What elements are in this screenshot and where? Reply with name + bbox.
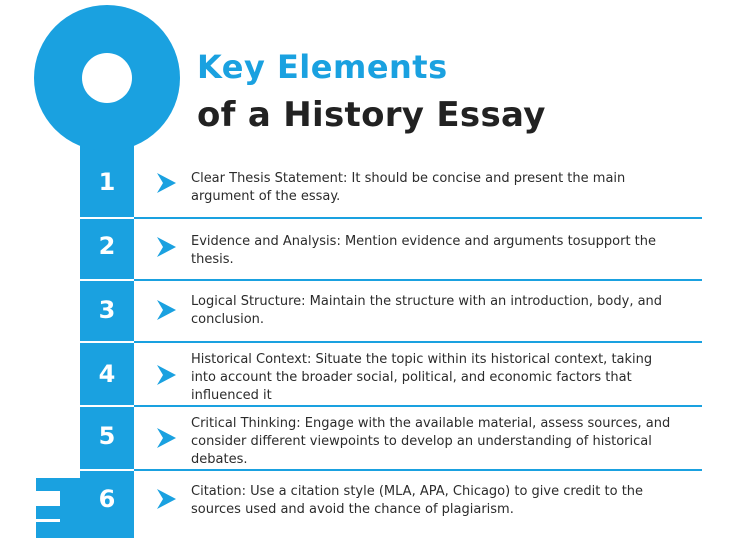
item-number: 1 xyxy=(98,168,116,196)
chevron-right-icon xyxy=(155,172,177,194)
key-bit xyxy=(36,478,80,538)
item-text: Clear Thesis Statement: It should be concise and present the main argument of the essay. xyxy=(191,171,626,204)
item-divider xyxy=(134,341,702,343)
item-text: Evidence and Analysis: Mention evidence and arguments tosupport the thesis. xyxy=(191,234,657,267)
item-text: Citation: Use a citation style (MLA, APA, Chicago) to give credit to the sources used and avoid the chance of plagiarism. xyxy=(191,484,644,517)
item-text: Critical Thinking: Engage with the available material, assess sources, and consider different viewpoints to develop an understanding of historical debates. xyxy=(191,416,671,467)
item-text: Logical Structure: Maintain the structure with an introduction, body, and conclusion. xyxy=(191,294,663,327)
title-key-elements: Key Elements xyxy=(197,48,448,86)
item-divider xyxy=(134,217,702,219)
item-divider xyxy=(134,279,702,281)
item-number: 4 xyxy=(98,360,116,388)
chevron-right-icon xyxy=(155,299,177,321)
chevron-right-icon xyxy=(155,364,177,386)
item-divider xyxy=(134,469,702,471)
chevron-right-icon xyxy=(155,427,177,449)
item-number: 5 xyxy=(98,422,116,450)
item-divider xyxy=(134,405,702,407)
chevron-right-icon xyxy=(155,236,177,258)
item-text: Historical Context: Situate the topic within its historical context, taking into account the broader social, political, and economic factors that influenced it xyxy=(191,352,653,403)
item-number: 6 xyxy=(98,485,116,513)
chevron-right-icon xyxy=(155,488,177,510)
key-bow-hole xyxy=(82,53,132,103)
item-number: 3 xyxy=(98,296,116,324)
item-number: 2 xyxy=(98,232,116,260)
title-history-essay: of a History Essay xyxy=(197,95,546,135)
